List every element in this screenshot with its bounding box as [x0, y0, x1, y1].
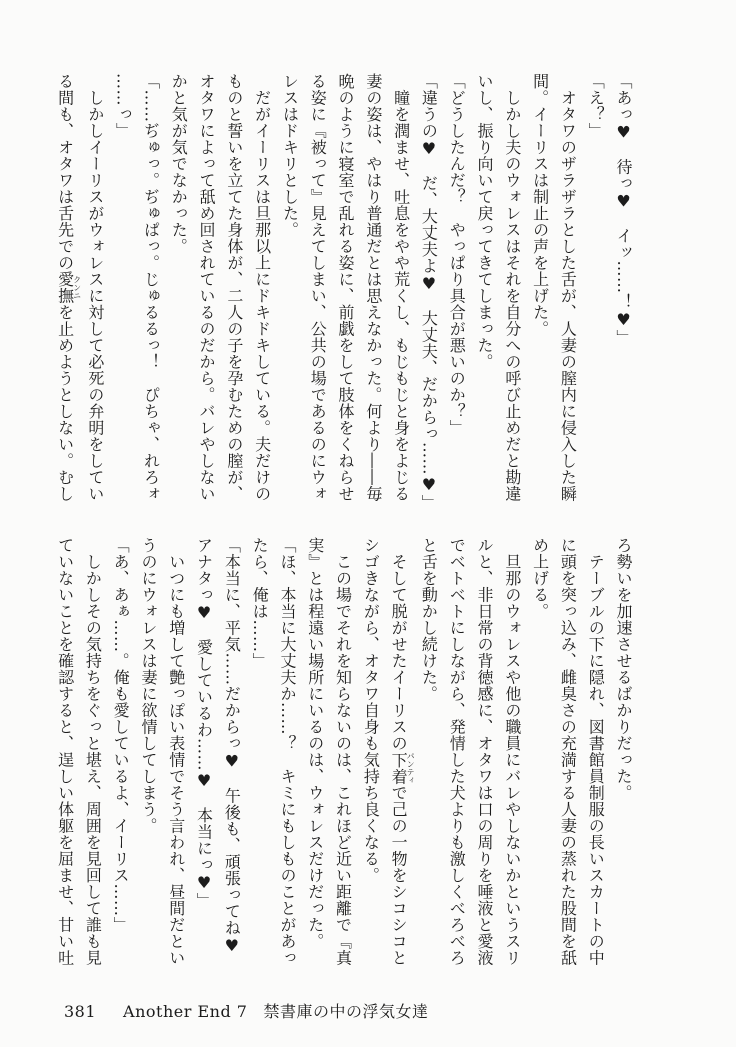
text-column: そして脱がせたイーリスの下着パンティで己の一物をシコシコと — [389, 537, 416, 966]
text-column: シゴきながら、オタワ自身も気持ち良くなる。 — [361, 537, 381, 884]
text-column: ……っ」 — [113, 73, 133, 139]
text-column: ものと誓いを立てた身体が、二人の子を孕むための膣が、 — [224, 73, 244, 502]
text-column: る間も、オタワは舌先での愛撫クンニを止めようとしない。むし — [55, 73, 82, 502]
text-column: しかし夫のウォレスはそれを自分への呼び止めだと勘違 — [502, 73, 522, 502]
text-column: 「どうしたんだ？ やっぱり具合が悪いのか？」 — [447, 73, 467, 436]
text-column: る姿に『被って』見えてしまい、公共の場であるのにウォ — [308, 73, 328, 502]
furigana-base: 愛撫クンニ — [55, 271, 82, 304]
text-column: しかしイーリスがウォレスに対して必死の弁明をしてい — [85, 73, 105, 502]
text-column: オタワによって舐め回されているのだから。バレやしない — [197, 73, 217, 502]
text-block-bottom — [51, 537, 637, 967]
furigana-text: パンティ — [406, 751, 416, 785]
text-block-top — [51, 73, 637, 511]
text-column: 「え？」 — [586, 73, 606, 139]
text-column: この場でそれを知らないのは、これほど近い距離で『真 — [333, 537, 353, 966]
text-column: だがイーリスは旦那以上にドキドキしている。夫だけの — [252, 73, 272, 502]
text-column: 「……ぢゅっ。ぢゅぱっ。じゅるるっ！ ぴちゃ、れろォ — [141, 73, 161, 502]
text-column: と舌を動かし続けた。 — [419, 537, 439, 702]
text-column: 妻の姿は、やはり普通だとは思えなかった。何より――毎 — [363, 73, 383, 502]
furigana-base: 下着パンティ — [389, 751, 416, 785]
chapter-title: Another End 7 — [123, 1002, 248, 1021]
text-column: しかしその気持ちをぐっと堪え、周囲を見回して誰も見 — [83, 537, 103, 966]
text-column: に頭を突っ込み、雌臭さの充満する人妻の蒸れた股間を舐 — [558, 537, 578, 966]
text-column: アナタっ♥ 愛しているわ……♥ 本当にっ♥」 — [194, 537, 214, 909]
text-column: うのにウォレスは妻に欲情してしまう。 — [138, 537, 158, 834]
text-column: オタワのザラザラとした舌が、人妻の膣内に侵入した瞬 — [558, 73, 578, 502]
text-column: レスはドキリとした。 — [280, 73, 300, 238]
text-column: 瞳を潤ませ、吐息をやや荒くし、もじもじと身をよじる — [391, 73, 411, 502]
text-column: 「本当に、平気……だからっ♥ 午後も、頑張ってね♥ — [222, 537, 242, 956]
text-column: 「ほ、本当に大丈夫か……？ キミにもしものことがあっ — [277, 537, 297, 966]
text-column: 間。イーリスは制止の声を上げた。 — [530, 73, 550, 337]
furigana-text: クンニ — [72, 271, 82, 304]
text-column: ルと、非日常の背徳感に、オタワは口の周りを唾液と愛液 — [475, 537, 495, 966]
text-column: 「あ、あぁ……。俺も愛しているよ、イーリス……」 — [111, 537, 131, 933]
text-column: でベトベトにしながら、発情した犬よりも激しくべろべろ — [447, 537, 467, 966]
text-column: ていないことを確認すると、逞しい体躯を屈ませ、甘い吐 — [55, 537, 75, 966]
page-number: 381 — [64, 1002, 97, 1021]
text-column: いし、振り向いて戻ってきてしまった。 — [475, 73, 495, 370]
text-column: 実』とは程遠い場所にいるのは、ウォレスだけだった。 — [305, 537, 325, 950]
text-column: いつにも増して艶っぽい表情でそう言われ、昼間だとい — [166, 537, 186, 966]
text-column: ろ勢いを加速させるばかりだった。 — [614, 537, 633, 801]
text-column: 晩のように寝室で乱れる姿に、前戯をして肢体をくねらせ — [336, 73, 356, 502]
text-column: たら、俺は……」 — [250, 537, 270, 669]
page-footer — [64, 999, 428, 1022]
text-column: 「違うの♥ だ、大丈夫よ♥ 大丈夫、だからっ……♥」 — [419, 73, 439, 511]
text-column: 「あっ♥ 待っ♥ イッ……！♥」 — [614, 73, 633, 346]
book-title: 禁書庫の中の浮気女達 — [263, 1002, 429, 1021]
text-column: 旦那のウォレスや他の職員にバレやしないかというスリ — [502, 537, 522, 966]
text-column: かと気が気でなかった。 — [169, 73, 189, 255]
text-column: め上げる。 — [530, 537, 550, 620]
text-column: テーブルの下に隠れ、図書館員制服の長いスカートの中 — [586, 537, 606, 966]
